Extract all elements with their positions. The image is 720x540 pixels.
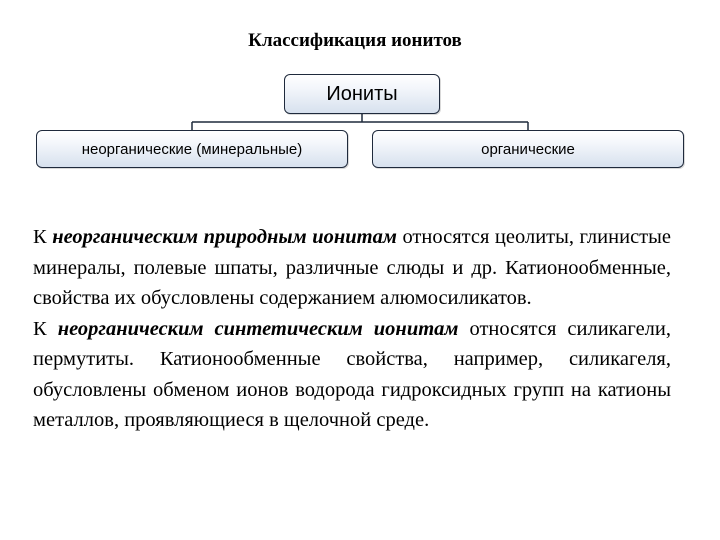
root-node-label: Иониты [326, 82, 398, 105]
paragraph-natural-rest: относятся цеолиты, глинистые минералы, полевые шпаты, различные слюды и др. Катионообменные, свойства их обусловлены содержанием алюмосиликатов. [33, 226, 671, 309]
paragraph-synthetic [33, 314, 671, 436]
paragraph-natural-emphasis: неорганическим природным ионитам [52, 226, 397, 248]
child-node-inorganic-label: неорганические (минеральные) [81, 140, 303, 158]
child-node-inorganic [36, 130, 348, 168]
root-node [284, 74, 440, 114]
child-node-organic-label: органические [481, 140, 575, 158]
paragraph-synthetic-prefix: К [33, 317, 58, 340]
body-text [33, 222, 671, 436]
title-text: Классификация ионитов [248, 30, 462, 51]
paragraph-synthetic-rest: относятся силикагели, пермутиты. Катионообменные свойства, например, силикагеля, обусловлены обменом ионов водорода гидроксидных групп на катионы металлов, проявляющиеся в щелочной среде. [33, 317, 671, 431]
paragraph-natural-prefix: К [33, 226, 53, 248]
paragraph-natural [33, 222, 671, 314]
child-node-organic [372, 130, 684, 168]
paragraph-synthetic-emphasis: неорганическим синтетическим ионитам [57, 317, 459, 340]
